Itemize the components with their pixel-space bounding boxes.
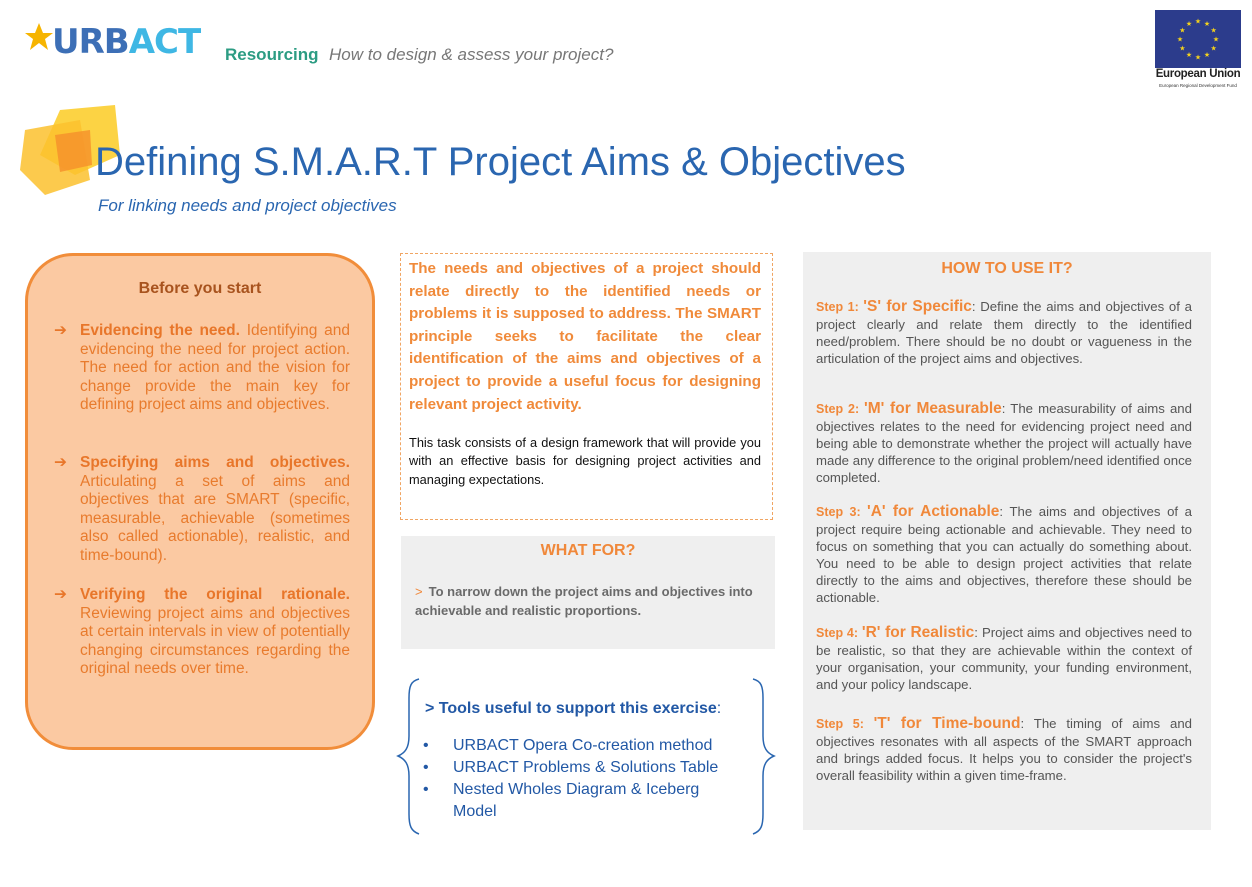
bullet-icon: • (423, 737, 429, 754)
chevron-right-icon: > (415, 584, 423, 599)
eu-flag-icon (1155, 10, 1241, 68)
tools-title: > Tools useful to support this exercise: (425, 700, 722, 717)
eu-logo (1155, 10, 1241, 90)
what-for-text: > To narrow down the project aims and objectives into achievable and realistic proportions. (415, 584, 753, 618)
eu-star-icon: ★ (1185, 20, 1193, 28)
page-title: Defining S.M.A.R.T Project Aims & Objectives (95, 140, 906, 184)
how-to-use-panel (803, 252, 1211, 830)
eu-name: European Union (1155, 68, 1241, 80)
section-subtitle: How to design & assess your project? (329, 45, 614, 64)
tool-item[interactable]: • URBACT Opera Co-creation method (453, 735, 743, 757)
what-for-title: WHAT FOR? (540, 542, 636, 559)
step-item: Step 2: 'M' for Measurable: The measurability of aims and objectives relates to the need for evidencing project need and being able to demonstrate whether the project will actually have made any difference to the original problem/need identified once completed. (816, 400, 1192, 486)
eu-fund: European Regional Development Fund (1159, 83, 1237, 88)
tool-item[interactable]: • Nested Wholes Diagram & Iceberg Model (423, 781, 700, 820)
eu-star-icon: ★ (1194, 18, 1202, 26)
before-item: ➔ Evidencing the need. Identifying and evidencing the need for project action. The need for action and the vision for change provide the main key for defining project aims and objectives. (54, 322, 350, 414)
eu-star-icon: ★ (1210, 45, 1217, 53)
tool-item[interactable]: • URBACT Problems & Solutions Table (453, 757, 743, 779)
eu-star-icon: ★ (1203, 20, 1211, 28)
arrow-right-icon: ➔ (54, 322, 67, 339)
tools-panel (395, 676, 777, 838)
step-item: Step 4: 'R' for Realistic: Project aims and objectives need to be realistic, so that they are achievable within the context of your organisation, your community, your funding environment, and your policy landscape. (816, 624, 1192, 693)
how-to-title: HOW TO USE IT? (941, 260, 1073, 277)
intro-panel (400, 253, 773, 520)
page-subtitle: For linking needs and project objectives (98, 196, 397, 215)
eu-star-icon: ★ (1176, 36, 1184, 44)
eu-star-icon: ★ (1179, 45, 1186, 53)
urbact-logo[interactable]: URBACT (52, 22, 201, 62)
arrow-right-icon: ➔ (54, 586, 67, 603)
step-item: Step 3: 'A' for Actionable: The aims and objectives of a project require being actionable and achievable. They need to focus on something that you can actually do something about. You need to be able to design project activities that relate directly to the aims and objectives, therefore these should be actionable. (816, 503, 1193, 606)
urbact-star-icon (24, 22, 54, 52)
intro-text: This task consists of a design framework that will provide you with an effective basis for designing project activities and managing expectations. (409, 435, 761, 487)
before-item: ➔ Verifying the original rationale. Reviewing project aims and objectives at certain intervals in view of potentially changing circumstances regarding the original needs over time. (54, 586, 350, 678)
section-label: Resourcing (225, 45, 319, 64)
before-item: ➔ Specifying aims and objectives. Articulating a set of aims and objectives that are SMART (specific, measurable, achievable (sometimes also called actionable), realistic, and time-bound). (54, 454, 350, 564)
before-you-start-panel (25, 253, 375, 750)
eu-star-icon: ★ (1194, 54, 1202, 62)
eu-star-icon: ★ (1179, 27, 1186, 35)
what-for-panel (401, 536, 775, 649)
step-item: Step 1: 'S' for Specific: Define the aims and objectives of a project clearly and relate them directly to the identified need/problem. There should be no doubt or vagueness in the articulation of the project aims and objectives. (816, 298, 1192, 367)
eu-star-icon: ★ (1212, 36, 1220, 44)
arrow-right-icon: ➔ (54, 454, 67, 471)
bullet-icon: • (423, 759, 429, 776)
bullet-icon: • (423, 781, 429, 798)
step-item: Step 5: 'T' for Time-bound: The timing of aims and objectives resonates with all aspects of the SMART approach and brings added focus. It helps you to consider the project's overall feasibility within a given time-frame. (816, 715, 1192, 784)
intro-highlight: The needs and objectives of a project should relate directly to the identified needs or problems it is supposed to address. The SMART principle seeks to facilitate the clear identification of the aims and objectives of a project to provide a useful focus for designing relevant project activity. (409, 260, 761, 413)
before-title: Before you start (138, 280, 262, 297)
eu-star-icon: ★ (1210, 27, 1217, 35)
eu-star-icon: ★ (1203, 52, 1211, 60)
eu-star-icon: ★ (1185, 52, 1193, 60)
